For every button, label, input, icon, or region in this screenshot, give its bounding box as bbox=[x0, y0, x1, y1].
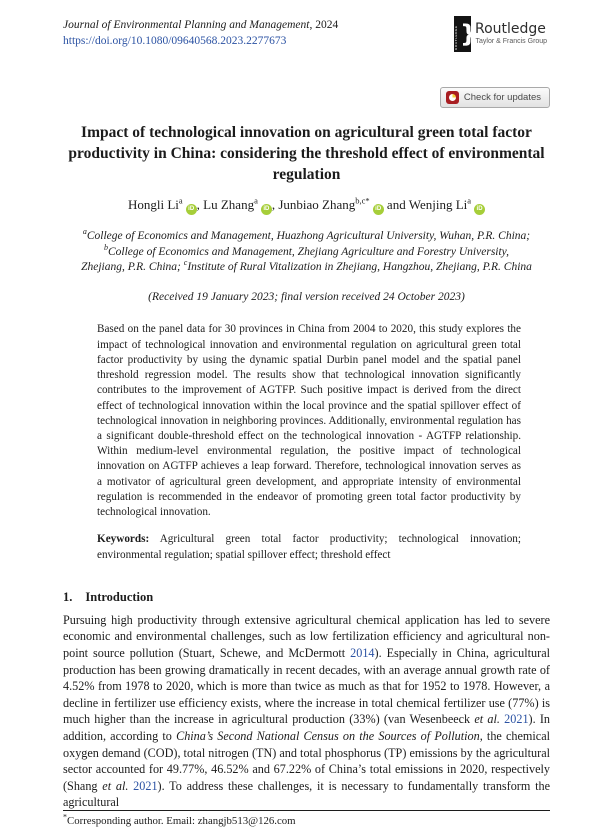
author-separator: , bbox=[196, 196, 204, 212]
author-separator: , bbox=[271, 196, 279, 212]
intro-text-run: ). In addition, according to bbox=[63, 712, 551, 744]
publisher-vertical-text: ROUTLEDGE bbox=[454, 25, 458, 50]
publisher-name: Routledge bbox=[475, 21, 546, 37]
author-separator: and bbox=[383, 196, 409, 212]
keywords-label: Keywords: bbox=[97, 533, 150, 546]
intro-paragraph bbox=[63, 612, 550, 811]
journal-year: , 2024 bbox=[309, 19, 339, 31]
author-affiliation-sup: a bbox=[467, 195, 472, 206]
intro-italic-run: et al. bbox=[102, 778, 129, 793]
footnote-text: Corresponding author. Email: bbox=[67, 815, 198, 827]
page-header bbox=[63, 18, 550, 57]
footnote-email: zhangjb513@126.com bbox=[197, 815, 296, 827]
keywords bbox=[97, 532, 521, 562]
author-name: Wenjing Li bbox=[408, 196, 468, 212]
citation-link[interactable]: 2021 bbox=[133, 778, 158, 793]
doi-link[interactable]: https://doi.org/10.1080/09640568.2023.2277673 bbox=[63, 34, 287, 47]
section-heading-introduction bbox=[63, 590, 550, 605]
section-label: Introduction bbox=[85, 589, 154, 604]
publisher-logo bbox=[454, 16, 550, 57]
intro-text-run: ). To address these challenges, it is necessary to fundamentally transform the agricultural bbox=[63, 778, 550, 810]
footnote-marker: * bbox=[63, 812, 67, 822]
journal-title: Journal of Environmental Planning and Management bbox=[63, 19, 310, 31]
received-dates: (Received 19 January 2023; final version received 24 October 2023) bbox=[148, 291, 465, 304]
intro-italic-run: China’s Second National Census on the Sources of Pollution bbox=[176, 729, 480, 744]
orcid-icon[interactable]: iD bbox=[186, 204, 197, 215]
author-name: Junbiao Zhang bbox=[278, 196, 356, 212]
routledge-logo-icon bbox=[454, 16, 550, 52]
citation-link[interactable]: 2021 bbox=[504, 712, 529, 727]
author-name: Lu Zhang bbox=[203, 196, 255, 212]
crossmark-icon bbox=[446, 91, 459, 104]
article-title: Impact of technological innovation on agricultural green total factor productivity in China: considering the threshold effect of environmental regulation bbox=[68, 124, 545, 183]
affiliation-text: College of Economics and Management, Huazhong Agricultural University, Wuhan, P.R. China; bbox=[86, 229, 531, 242]
check-for-updates-button[interactable] bbox=[440, 87, 550, 108]
abstract: Based on the panel data for 30 provinces in China from 2004 to 2020, this study explores the impact of technological innovation and environmental regulation on agricultural green total factor productivity by using the dynamic spatial Durbin panel model and the spatial panel threshold regression model. The results show that technological innovation significantly contributes to the improvement of AGTFP. Such positive impact is derived from the direct effect of technological innovation within the local province and the spatial spillover effect of technological innovation in neighboring provinces. Additionally, environmental regulation has a significant double-threshold effect on the technological innovation - AGTFP relationship. Within medium-level environmental regulation, the positive impact of technological innovation on AGTFP achieves a leap forward. Therefore, technological innovation serves as a motivator of agricultural green development, and appropriate intensity of environmental regulation is recommended in the endeavor of promoting green total factor productivity by technological innovation. bbox=[97, 323, 521, 519]
affiliation-sup: c bbox=[183, 258, 188, 268]
section-number: 1. bbox=[63, 589, 73, 604]
badge-row bbox=[63, 87, 550, 109]
affiliation-sup: b bbox=[103, 242, 108, 252]
intro-text-run: Pursuing high productivity through extensive agricultural chemical application has led to severe economic and environmental challenges, such as low fertilization efficiency and agricultural non-point source pollution (Stuart, Schewe, and McDermott bbox=[63, 612, 550, 661]
orcid-icon[interactable]: iD bbox=[474, 204, 485, 215]
affiliation-text: College of Economics and Management, Zhejiang Agriculture and Forestry University, Zhejiang, P.R. China; bbox=[81, 245, 510, 274]
journal-info bbox=[63, 18, 338, 49]
publisher-tagline: Taylor & Francis Group bbox=[475, 38, 548, 45]
publisher-mark: } bbox=[460, 20, 478, 48]
author-affiliation-sup: a bbox=[254, 195, 258, 206]
affiliation-text: Institute of Rural Vitalization in Zhejiang, Hangzhou, Zhejiang, P.R. China bbox=[187, 261, 532, 274]
intro-italic-run: et al. bbox=[474, 712, 500, 727]
keywords-text: Agricultural green total factor productivity; technological innovation; environmental regulation; spatial spillover effect; threshold effect bbox=[97, 533, 521, 561]
author-name: Hongli Li bbox=[127, 196, 179, 212]
check-for-updates-label: Check for updates bbox=[463, 92, 541, 103]
affiliations bbox=[81, 226, 532, 277]
orcid-icon[interactable]: iD bbox=[261, 204, 272, 215]
intro-text-run: , the chemical oxygen demand (COD), total nitrogen (TN) and total phosphorus (TP) emissions by the agricultural sector accounted for 49.77%, 46.52% and 67.22% of China’s total emissions in 2020, respectively (Shang bbox=[63, 729, 550, 793]
authors-line bbox=[63, 197, 550, 215]
author-affiliation-sup: b,c* bbox=[355, 195, 370, 206]
author-affiliation-sup: a bbox=[178, 195, 183, 206]
corresponding-author-footnote bbox=[63, 810, 550, 827]
intro-text-run: ). Especially in China, agricultural production has been growing dramatically in recent decades, with an average annual growth rate of 4.52% from 1978 to 2020, which is more than twice as much as that for 1952 to 1978. However, a decline in fertilizer use efficiency exists, where the increase in total chemical fertilizer use (77%) is much higher than the increase in agricultural production (33%) (van Wesenbeeck bbox=[63, 646, 550, 727]
citation-link[interactable]: 2014 bbox=[350, 646, 375, 661]
orcid-icon[interactable]: iD bbox=[373, 204, 384, 215]
affiliation-sup: a bbox=[82, 226, 87, 236]
